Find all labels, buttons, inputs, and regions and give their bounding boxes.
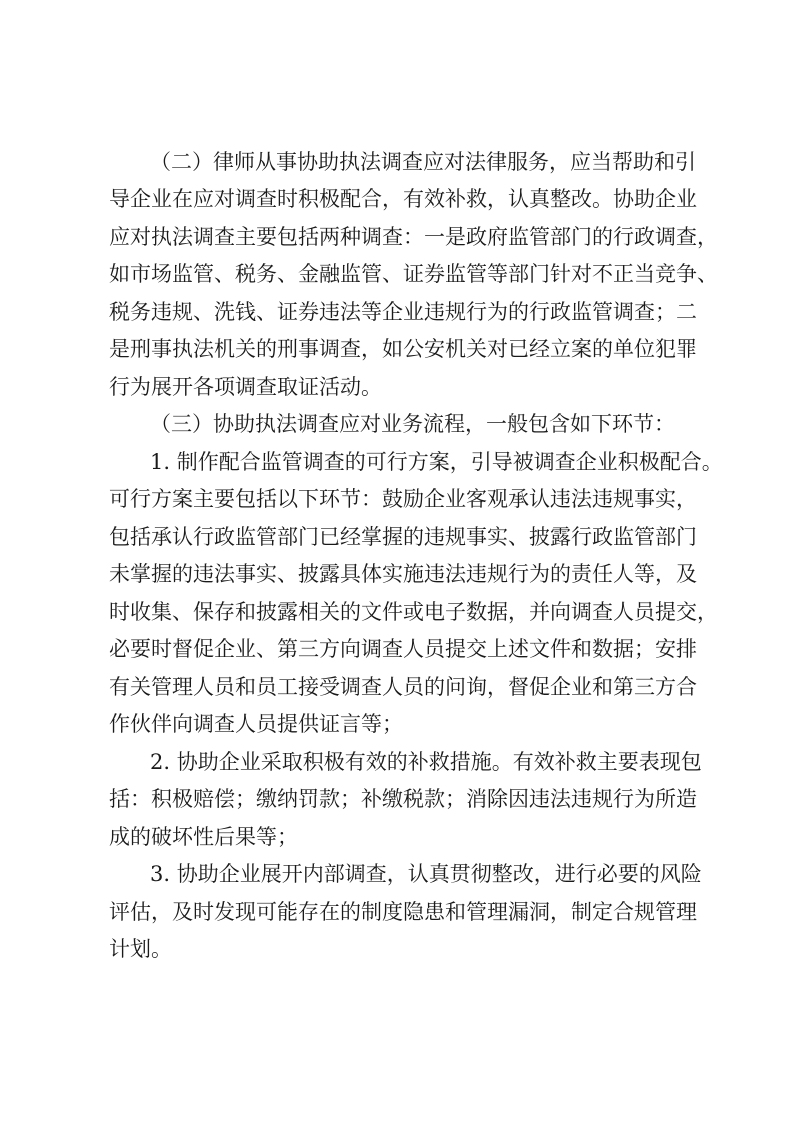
text-line: 税务违规、洗钱、证券违法等企业违规行为的行政监管调查；二	[109, 300, 697, 324]
text-line: 必要时督促企业、第三方向调查人员提交上述文件和数据；安排	[109, 637, 697, 661]
text-line: 可行方案主要包括以下环节：鼓励企业客观承认违法违规事实，	[109, 487, 697, 511]
text-line: 计划。	[109, 937, 172, 961]
text-line: 是刑事执法机关的刑事调查，如公安机关对已经立案的单位犯罪	[109, 337, 697, 361]
text-line: 行为展开各项调查取证活动。	[109, 375, 382, 399]
text-line: （二）律师从事协助执法调查应对法律服务，应当帮助和引	[150, 150, 696, 174]
text-line: 时收集、保存和披露相关的文件或电子数据，并向调查人员提交，	[109, 600, 718, 624]
text-line: 3. 协助企业展开内部调查，认真贯彻整改，进行必要的风险	[150, 862, 702, 886]
text-line: 应对执法调查主要包括两种调查：一是政府监管部门的行政调查，	[109, 225, 718, 249]
text-line: 有关管理人员和员工接受调查人员的问询，督促企业和第三方合	[109, 675, 697, 699]
text-line: 2. 协助企业采取积极有效的补救措施。有效补救主要表现包	[150, 750, 702, 774]
text-line: （三）协助执法调查应对业务流程，一般包含如下环节：	[150, 412, 675, 436]
text-line: 成的破坏性后果等；	[109, 825, 298, 849]
text-line: 括：积极赔偿；缴纳罚款；补缴税款；消除因违法违规行为所造	[109, 787, 697, 811]
text-line: 评估，及时发现可能存在的制度隐患和管理漏洞，制定合规管理	[109, 900, 697, 924]
text-line: 作伙伴向调查人员提供证言等；	[109, 712, 403, 736]
text-line: 导企业在应对调查时积极配合，有效补救，认真整改。协助企业	[109, 187, 697, 211]
text-line: 1. 制作配合监管调查的可行方案，引导被调查企业积极配合。	[150, 450, 723, 474]
text-line: 未掌握的违法事实、披露具体实施违法违规行为的责任人等，及	[109, 562, 697, 586]
text-line: 如市场监管、税务、金融监管、证券监管等部门针对不正当竞争、	[109, 262, 718, 286]
text-line: 包括承认行政监管部门已经掌握的违规事实、披露行政监管部门	[109, 525, 697, 549]
